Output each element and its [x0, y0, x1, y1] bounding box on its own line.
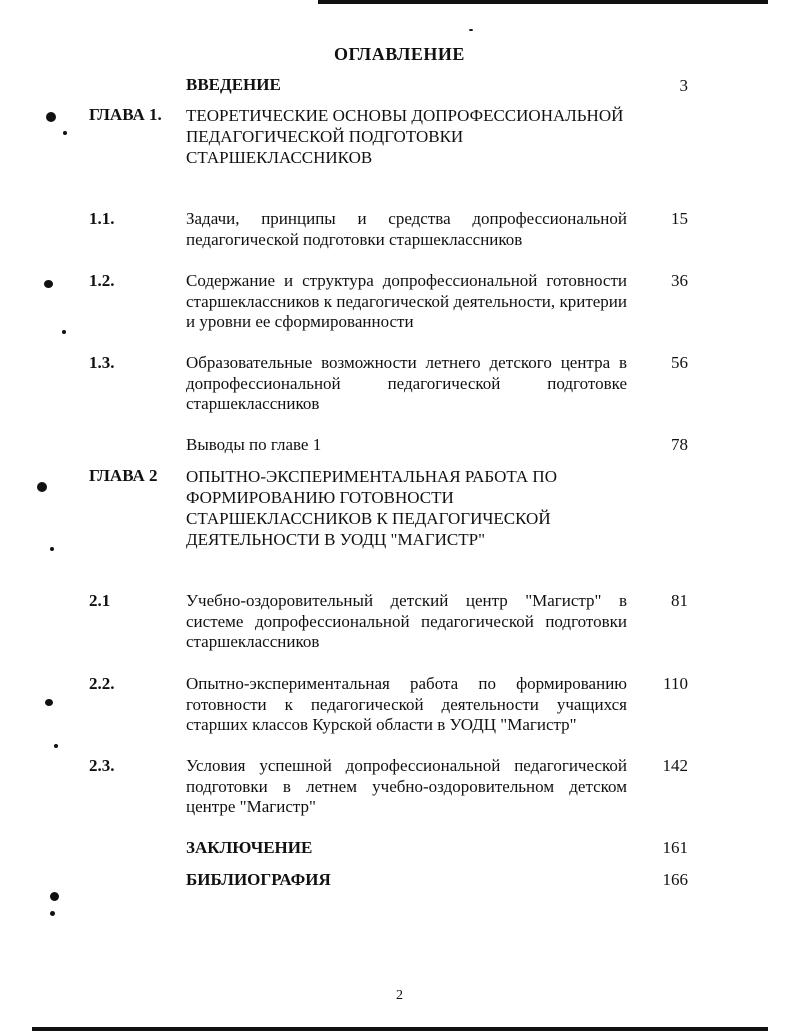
scan-speck [45, 699, 53, 706]
toc-bibliography-page: 166 [662, 870, 688, 889]
toc-conclusion-title: ЗАКЛЮЧЕНИЕ [186, 838, 313, 857]
toc-bibliography-title: БИБЛИОГРАФИЯ [186, 870, 331, 889]
scan-speck [54, 744, 58, 748]
toc-section-2-2-title: Опытно-экспериментальная работа по формированию готовности к педагогической деятельности учащихся старших классов Курской области в УОДЦ "Магистр" [186, 674, 627, 734]
page-title: ОГЛАВЛЕНИЕ [334, 44, 465, 64]
scan-speck [469, 29, 473, 31]
toc-section-1-3-title: Образовательные возможности летнего детского центра в допрофессиональной педагогической подготовке старшеклассников [186, 353, 627, 413]
toc-intro-title: ВВЕДЕНИЕ [186, 75, 281, 94]
toc-section-1-2-page: 36 [671, 271, 688, 290]
scan-speck [37, 482, 47, 492]
toc-conclusions1-title: Выводы по главе 1 [186, 435, 322, 454]
toc-section-1-2-title: Содержание и структура допрофессиональной готовности старшеклассников к педагогической деятельности, критерии и уровни ее сформированности [186, 271, 627, 331]
scan-speck [44, 280, 53, 288]
toc-section-1-1-number: 1.1. [89, 209, 115, 228]
toc-section-2-2-page: 110 [663, 674, 688, 693]
toc-conclusions1-page: 78 [671, 435, 688, 454]
toc-section-1-3-page: 56 [671, 353, 688, 372]
toc-section-2-3-page: 142 [662, 756, 688, 775]
toc-section-2-3-number: 2.3. [89, 756, 115, 775]
scan-speck [50, 911, 55, 916]
scan-speck [46, 112, 56, 122]
toc-chapter2-number: ГЛАВА 2 [89, 466, 158, 485]
scan-speck [50, 892, 59, 901]
toc-section-1-2-number: 1.2. [89, 271, 115, 290]
toc-section-2-1-page: 81 [671, 591, 688, 610]
scan-speck [63, 131, 67, 135]
scan-top-rule [318, 0, 768, 4]
scan-speck [50, 547, 54, 551]
scan-bottom-rule [32, 1027, 768, 1031]
toc-chapter1-title: ТЕОРЕТИЧЕСКИЕ ОСНОВЫ ДОПРОФЕССИОНАЛЬНОЙ ПЕДАГОГИЧЕСКОЙ ПОДГОТОВКИ СТАРШЕКЛАССНИКОВ [186, 106, 624, 167]
toc-section-2-1-number: 2.1 [89, 591, 111, 610]
toc-section-1-1-page: 15 [671, 209, 688, 228]
toc-section-1-3-number: 1.3. [89, 353, 115, 372]
toc-section-1-1-title: Задачи, принципы и средства допрофессиональной педагогической подготовки старшеклассников [186, 209, 627, 249]
scan-speck [62, 330, 66, 334]
toc-chapter1-number: ГЛАВА 1. [89, 105, 162, 124]
toc-section-2-3-title: Условия успешной допрофессиональной педагогической подготовки в летнем учебно-оздоровительном детском центре "Магистр" [186, 756, 627, 816]
toc-section-2-2-number: 2.2. [89, 674, 115, 693]
page-number: 2 [396, 988, 403, 1003]
toc-section-2-1-title: Учебно-оздоровительный детский центр "Магистр" в системе допрофессиональной педагогической подготовки старшеклассников [186, 591, 627, 651]
toc-intro-page: 3 [679, 76, 688, 95]
toc-conclusion-page: 161 [662, 838, 688, 857]
toc-chapter2-title: ОПЫТНО-ЭКСПЕРИМЕНТАЛЬНАЯ РАБОТА ПО ФОРМИРОВАНИЮ ГОТОВНОСТИ СТАРШЕКЛАССНИКОВ К ПЕДАГОГИЧЕСКОЙ ДЕЯТЕЛЬНОСТИ В УОДЦ "МАГИСТР" [186, 467, 557, 549]
